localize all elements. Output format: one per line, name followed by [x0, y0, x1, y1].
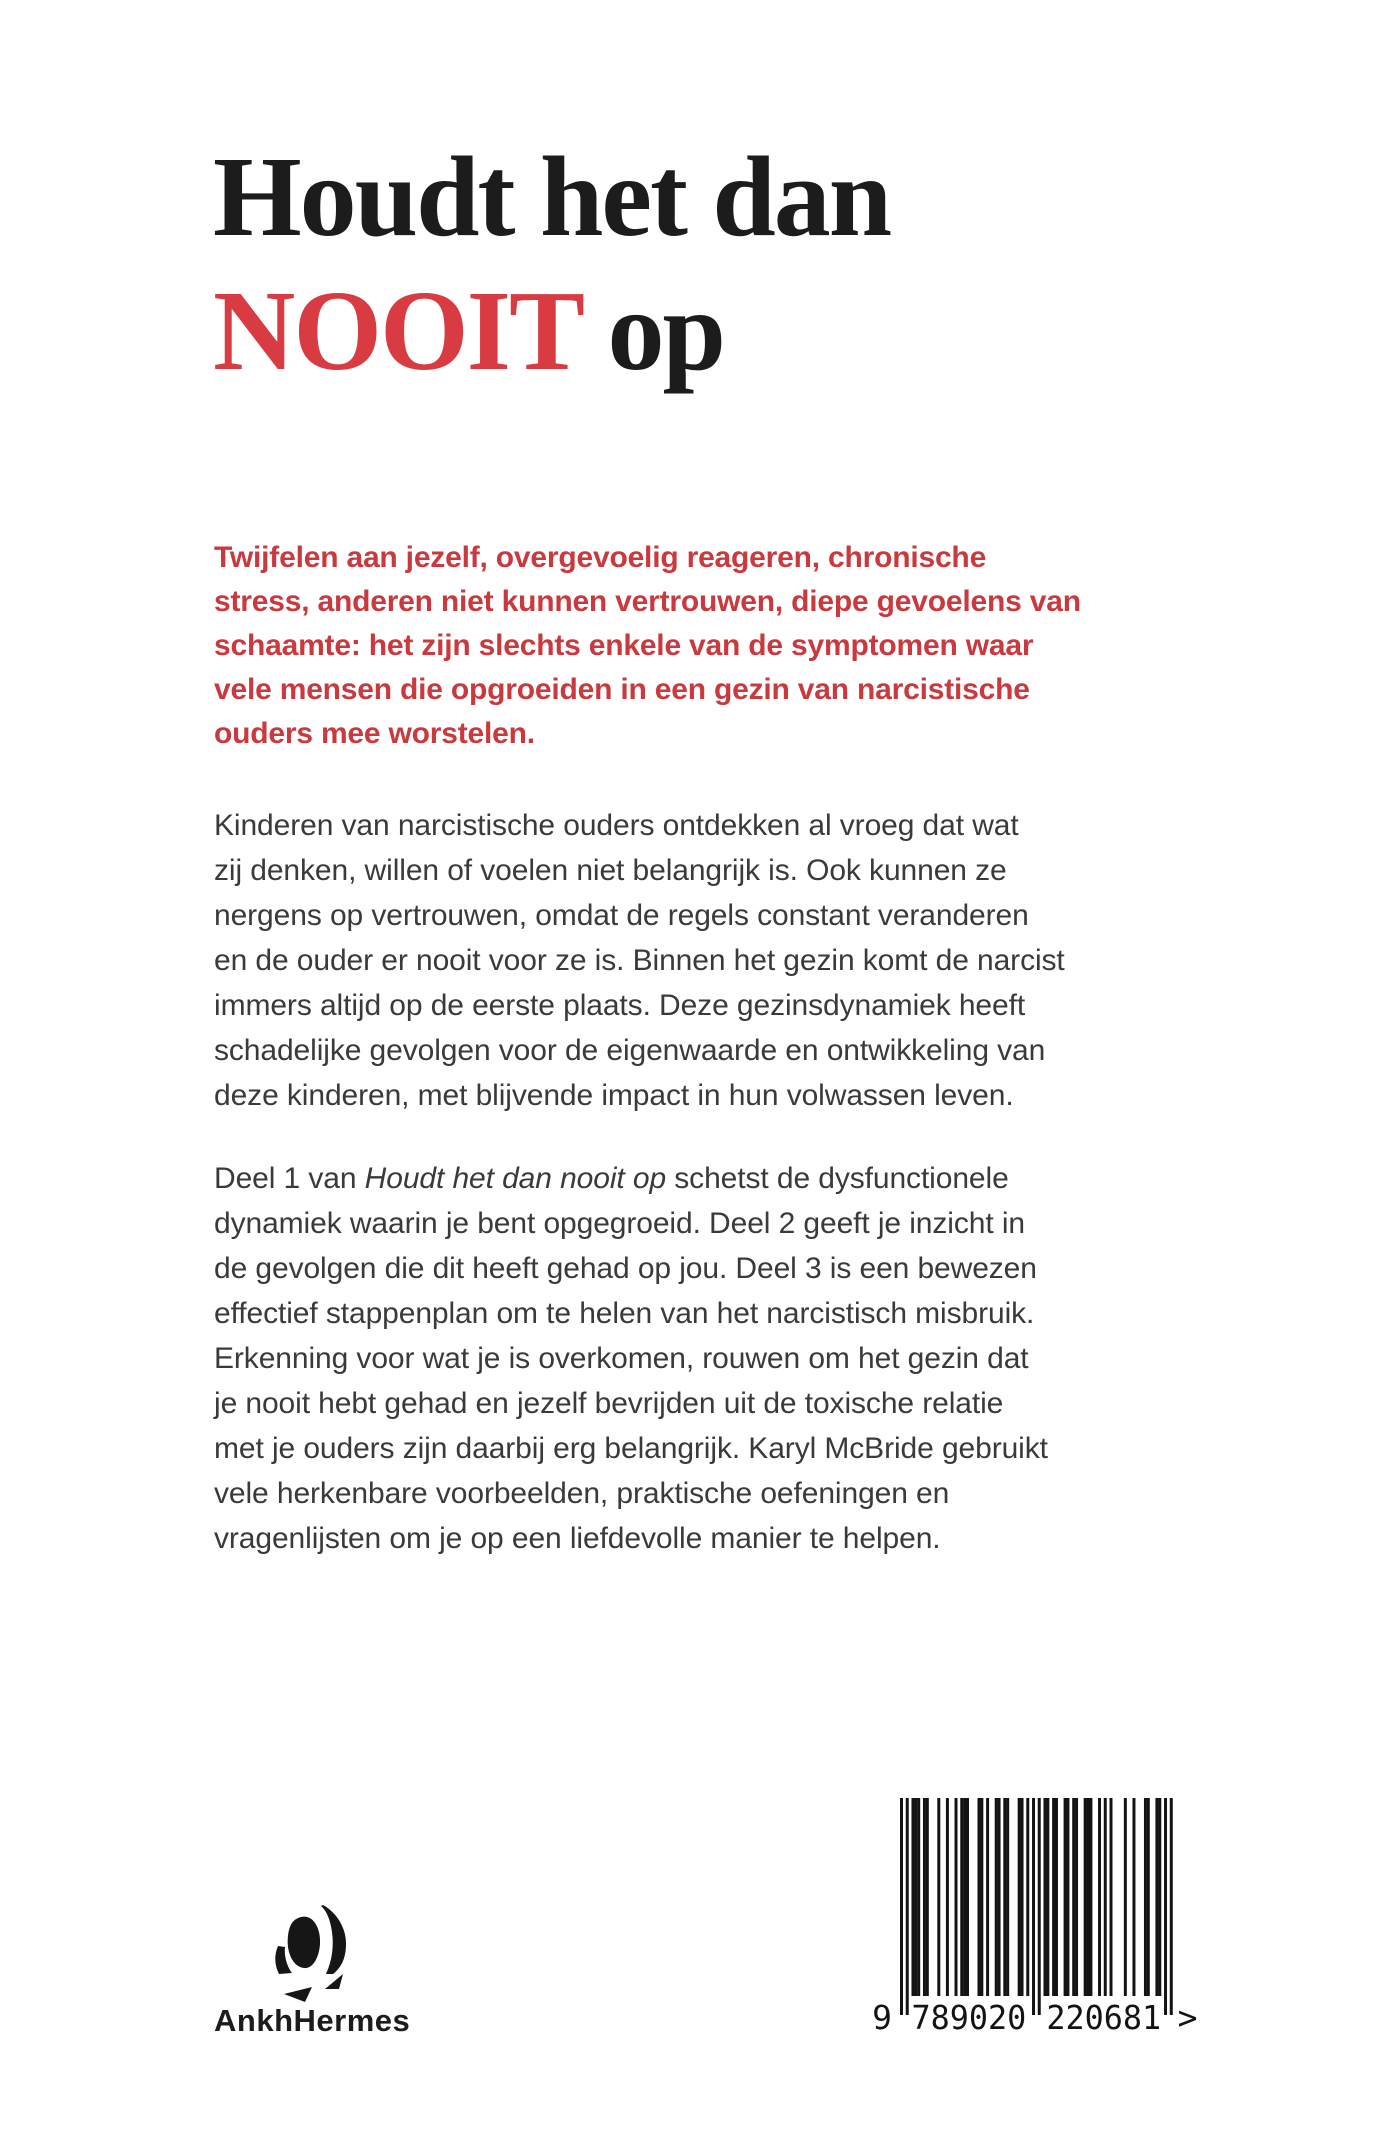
- barcode-digits: 789020: [911, 1998, 1027, 2037]
- intro-line: stress, anderen niet kunnen vertrouwen, diepe gevoelens van: [214, 585, 1081, 618]
- paragraph-line: immers altijd op de eerste plaats. Deze gezinsdynamiek heeft: [214, 989, 1026, 1022]
- title-emphasis-word: NOOIT: [213, 267, 582, 394]
- title-line-1: Houdt het dan: [213, 133, 891, 260]
- paragraph-line: deze kinderen, met blijvende impact in hun volwassen leven.: [214, 1079, 1014, 1112]
- italic-book-title: Houdt het dan nooit op: [364, 1162, 667, 1195]
- paragraph-line: dynamiek waarin je bent opgegroeid. Deel 2 geeft je inzicht in: [214, 1207, 1025, 1240]
- line-segment: Deel 1 van: [214, 1162, 365, 1195]
- barcode-digits: 220681: [1046, 1998, 1162, 2037]
- barcode-digits: 9: [872, 1998, 892, 2037]
- page-title: [213, 130, 890, 398]
- intro-line: Twijfelen aan jezelf, overgevoelig reageren, chronische: [214, 541, 987, 574]
- body-paragraph-1: [214, 803, 1065, 1118]
- title-line-2-rest: op: [607, 267, 724, 394]
- paragraph-line: de gevolgen die dit heeft gehad op jou. Deel 3 is een bewezen: [214, 1252, 1037, 1285]
- paragraph-line: Kinderen van narcistische ouders ontdekken al vroeg dat wat: [214, 809, 1019, 842]
- body-paragraph-2: [214, 1156, 1048, 1561]
- intro-line: ouders mee worstelen.: [214, 717, 535, 750]
- line-segment: schetst de dysfunctionele: [666, 1162, 1009, 1195]
- intro-paragraph: [214, 536, 1081, 756]
- paragraph-line: met je ouders zijn daarbij erg belangrijk. Karyl McBride gebruikt: [214, 1432, 1048, 1465]
- paragraph-line: zij denken, willen of voelen niet belangrijk is. Ook kunnen ze: [214, 854, 1007, 887]
- ankh-symbol-icon: [263, 1895, 355, 2007]
- paragraph-line: [214, 1156, 1048, 1201]
- paragraph-line: Erkenning voor wat je is overkomen, rouwen om het gezin dat: [214, 1342, 1029, 1375]
- publisher-name: AnkhHermes: [214, 2003, 411, 2038]
- barcode-digits: >: [1177, 1998, 1198, 2037]
- paragraph-line: en de ouder er nooit voor ze is. Binnen het gezin komt de narcist: [214, 944, 1065, 977]
- paragraph-line: je nooit hebt gehad en jezelf bevrijden uit de toxische relatie: [214, 1387, 1004, 1420]
- paragraph-line: nergens op vertrouwen, omdat de regels constant veranderen: [214, 899, 1029, 932]
- intro-line: schaamte: het zijn slechts enkele van de symptomen waar: [214, 629, 1034, 662]
- title-line-2: [213, 264, 890, 398]
- paragraph-line: vele herkenbare voorbeelden, praktische oefeningen en: [214, 1477, 950, 1510]
- ean-barcode: [872, 1796, 1206, 2044]
- paragraph-line: effectief stappenplan om te helen van het narcistisch misbruik.: [214, 1297, 1035, 1330]
- paragraph-line: schadelijke gevolgen voor de eigenwaarde en ontwikkeling van: [214, 1034, 1046, 1067]
- paragraph-line: vragenlijsten om je op een liefdevolle manier te helpen.: [214, 1522, 941, 1555]
- intro-line: vele mensen die opgroeiden in een gezin van narcistische: [214, 673, 1030, 706]
